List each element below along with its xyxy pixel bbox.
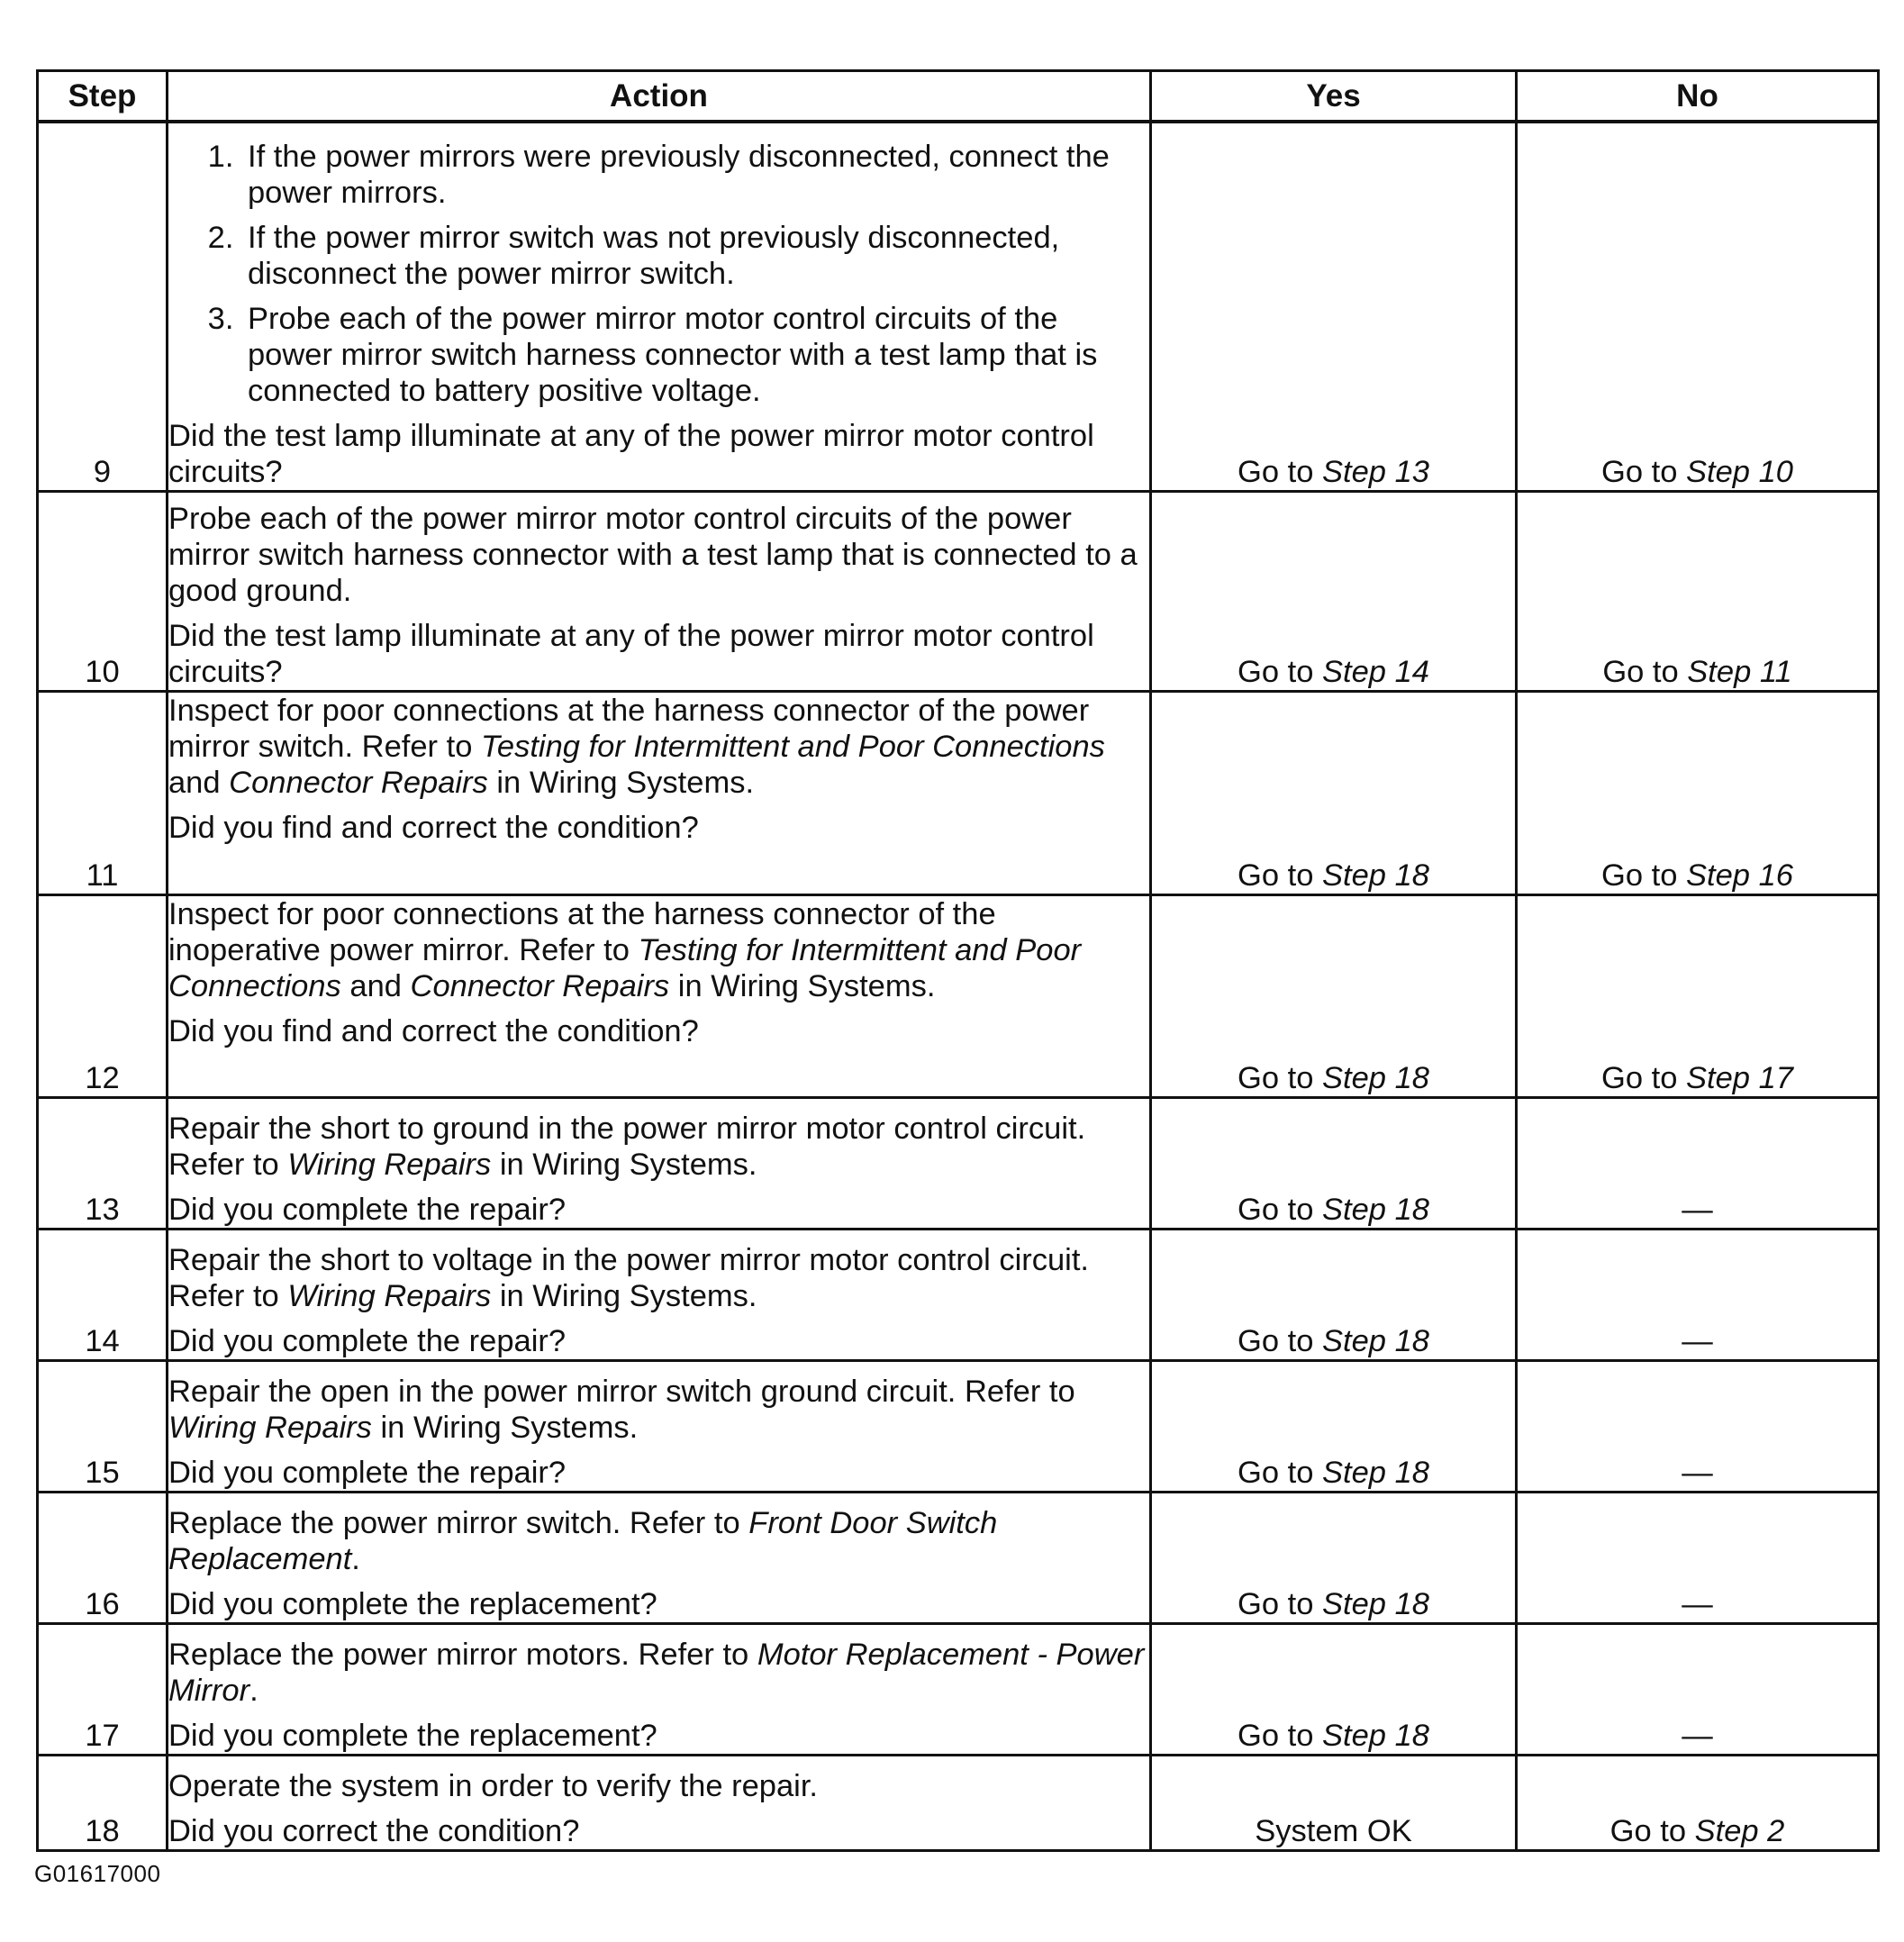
- table-row: [38, 1623, 1879, 1755]
- no-cell: —: [1517, 1097, 1879, 1229]
- action-question: Did you complete the repair?: [168, 1192, 567, 1227]
- action-text-part: Repair the short to voltage in the power mirror motor control circuit. Refer to: [168, 1242, 1089, 1313]
- no-prefix: Go to: [1609, 1813, 1687, 1848]
- step-number: 15: [38, 1360, 168, 1492]
- action-question: Did you correct the condition?: [168, 1813, 580, 1848]
- reference-link[interactable]: Motor Replacement - Power Mirror: [168, 1637, 1145, 1708]
- no-prefix: Go to: [1601, 858, 1678, 893]
- table-header-row: [38, 71, 1879, 123]
- action-cell: [168, 691, 1151, 894]
- yes-cell: [1151, 691, 1517, 894]
- step-number: 18: [38, 1755, 168, 1850]
- list-item: 3. Probe each of the power mirror motor control circuits of the power mirror switch harness connector with a test lamp that is connected to battery positive voltage.: [242, 301, 1149, 409]
- yes-prefix: Go to: [1238, 1586, 1314, 1621]
- step-number: 14: [38, 1229, 168, 1360]
- action-question: Did the test lamp illuminate at any of the power mirror motor control circuits?: [168, 618, 1094, 689]
- action-steps-list: [168, 139, 1149, 409]
- action-question: Did you complete the replacement?: [168, 1718, 657, 1753]
- yes-step-ref: Step 18: [1322, 1060, 1429, 1095]
- action-text: Operate the system in order to verify the repair.: [168, 1768, 818, 1803]
- yes-cell: [1151, 1623, 1517, 1755]
- step-number: 13: [38, 1097, 168, 1229]
- no-step-ref: Step 2: [1694, 1813, 1785, 1848]
- no-cell: [1517, 491, 1879, 691]
- action-text-part: Repair the open in the power mirror switch ground circuit. Refer to: [168, 1374, 1075, 1409]
- action-cell: [168, 1360, 1151, 1492]
- yes-cell: [1151, 1360, 1517, 1492]
- action-cell: [168, 1492, 1151, 1623]
- action-cell: [168, 491, 1151, 691]
- no-cell: [1517, 691, 1879, 894]
- header-action: Action: [168, 71, 1151, 123]
- no-cell: —: [1517, 1492, 1879, 1623]
- reference-link[interactable]: Wiring Repairs: [168, 1410, 372, 1445]
- no-prefix: Go to: [1601, 454, 1678, 489]
- action-text-part: in Wiring Systems.: [499, 1278, 757, 1313]
- reference-link[interactable]: Connector Repairs: [410, 968, 670, 1003]
- action-text: [168, 693, 1149, 801]
- action-text: Probe each of the power mirror motor control circuits of the power mirror switch harness connector with a test lamp that is connected to a good ground.: [168, 501, 1138, 608]
- no-cell: [1517, 894, 1879, 1097]
- action-text-part: in Wiring Systems.: [496, 765, 755, 800]
- action-cell: [168, 1229, 1151, 1360]
- action-text-part: Replace the power mirror switch. Refer to: [168, 1505, 740, 1540]
- action-question: Did you find and correct the condition?: [168, 1013, 699, 1048]
- yes-step-ref: Step 18: [1322, 1718, 1429, 1753]
- header-yes: Yes: [1151, 71, 1517, 123]
- no-prefix: Go to: [1601, 1060, 1678, 1095]
- step-number: 11: [38, 691, 168, 894]
- list-item: 2. If the power mirror switch was not previously disconnected, disconnect the power mirror switch.: [242, 220, 1149, 292]
- yes-cell: [1151, 1492, 1517, 1623]
- action-text: [168, 896, 1149, 1004]
- yes-step-ref: Step 13: [1322, 454, 1429, 489]
- action-cell: [168, 1097, 1151, 1229]
- yes-cell: [1151, 1229, 1517, 1360]
- yes-step-ref: Step 18: [1322, 1323, 1429, 1358]
- action-cell: [168, 1623, 1151, 1755]
- no-step-ref: Step 10: [1686, 454, 1793, 489]
- reference-link[interactable]: Connector Repairs: [229, 765, 488, 800]
- no-cell: [1517, 1755, 1879, 1850]
- reference-link[interactable]: Testing for Intermittent and Poor Connections: [480, 729, 1105, 764]
- yes-prefix: Go to: [1238, 1455, 1314, 1490]
- action-cell: [168, 122, 1151, 491]
- no-cell: —: [1517, 1360, 1879, 1492]
- action-question: Did you complete the repair?: [168, 1323, 567, 1358]
- action-text-part: in Wiring Systems.: [677, 968, 936, 1003]
- header-step: Step: [38, 71, 168, 123]
- yes-prefix: Go to: [1238, 858, 1314, 893]
- header-no: No: [1517, 71, 1879, 123]
- yes-prefix: Go to: [1238, 1060, 1314, 1095]
- action-text: [168, 1374, 1149, 1446]
- table-row: [38, 691, 1879, 894]
- reference-link[interactable]: Front Door Switch Replacement: [168, 1505, 998, 1576]
- action-text-part: .: [351, 1541, 360, 1576]
- action-text-part: and: [349, 968, 402, 1003]
- yes-cell: [1151, 894, 1517, 1097]
- table-row: [38, 491, 1879, 691]
- list-item: 1. If the power mirrors were previously disconnected, connect the power mirrors.: [242, 139, 1149, 211]
- yes-prefix: Go to: [1238, 454, 1314, 489]
- no-cell: —: [1517, 1229, 1879, 1360]
- diagnostic-table: [36, 69, 1880, 1852]
- table-row: [38, 1097, 1879, 1229]
- no-step-ref: Step 17: [1686, 1060, 1793, 1095]
- yes-step-ref: Step 14: [1322, 654, 1429, 689]
- action-text: [168, 1242, 1149, 1314]
- action-question: Did the test lamp illuminate at any of the power mirror motor control circuits?: [168, 418, 1094, 489]
- action-text-part: and: [168, 765, 221, 800]
- yes-step-ref: Step 18: [1322, 1192, 1429, 1227]
- action-text-part: .: [249, 1673, 258, 1708]
- action-text-part: Inspect for poor connections at the harness connector of the power mirror switch. Refer to: [168, 693, 1090, 764]
- action-question: Did you complete the replacement?: [168, 1586, 657, 1621]
- step-number: 12: [38, 894, 168, 1097]
- step-number: 9: [38, 122, 168, 491]
- yes-cell: [1151, 491, 1517, 691]
- table-row: [38, 1755, 1879, 1850]
- table-row: [38, 1360, 1879, 1492]
- reference-link[interactable]: Wiring Repairs: [287, 1147, 492, 1182]
- action-question: Did you complete the repair?: [168, 1455, 567, 1490]
- action-text: [168, 1505, 1149, 1577]
- yes-cell: [1151, 122, 1517, 491]
- yes-step-ref: Step 18: [1322, 858, 1429, 893]
- yes-cell: [1151, 1097, 1517, 1229]
- action-text-part: Repair the short to ground in the power mirror motor control circuit. Refer to: [168, 1111, 1086, 1182]
- table-row: [38, 894, 1879, 1097]
- reference-link[interactable]: Testing for Intermittent and Poor Connections: [168, 932, 1082, 1003]
- action-cell: [168, 894, 1151, 1097]
- action-text: [168, 1637, 1149, 1709]
- action-text-part: Replace the power mirror motors. Refer to: [168, 1637, 749, 1672]
- action-text-part: in Wiring Systems.: [499, 1147, 757, 1182]
- no-prefix: Go to: [1602, 654, 1679, 689]
- reference-link[interactable]: Wiring Repairs: [287, 1278, 492, 1313]
- yes-step-ref: Step 18: [1322, 1586, 1429, 1621]
- yes-prefix: Go to: [1238, 1718, 1314, 1753]
- yes-prefix: Go to: [1238, 1323, 1314, 1358]
- yes-step-ref: Step 18: [1322, 1455, 1429, 1490]
- figure-id: G01617000: [34, 1860, 161, 1887]
- action-question: Did you find and correct the condition?: [168, 810, 699, 845]
- table-row: [38, 1229, 1879, 1360]
- action-text-part: in Wiring Systems.: [380, 1410, 639, 1445]
- yes-prefix: Go to: [1238, 654, 1314, 689]
- step-number: 10: [38, 491, 168, 691]
- no-cell: [1517, 122, 1879, 491]
- table-row: [38, 122, 1879, 491]
- table-row: [38, 1492, 1879, 1623]
- action-text-part: Inspect for poor connections at the harness connector of the inoperative power mirror. Refer to: [168, 896, 996, 967]
- yes-prefix: Go to: [1238, 1192, 1314, 1227]
- step-number: 17: [38, 1623, 168, 1755]
- step-number: 16: [38, 1492, 168, 1623]
- yes-cell: System OK: [1151, 1755, 1517, 1850]
- action-text: [168, 1111, 1149, 1183]
- no-step-ref: Step 11: [1687, 654, 1792, 689]
- no-step-ref: Step 16: [1686, 858, 1793, 893]
- action-cell: [168, 1755, 1151, 1850]
- no-cell: —: [1517, 1623, 1879, 1755]
